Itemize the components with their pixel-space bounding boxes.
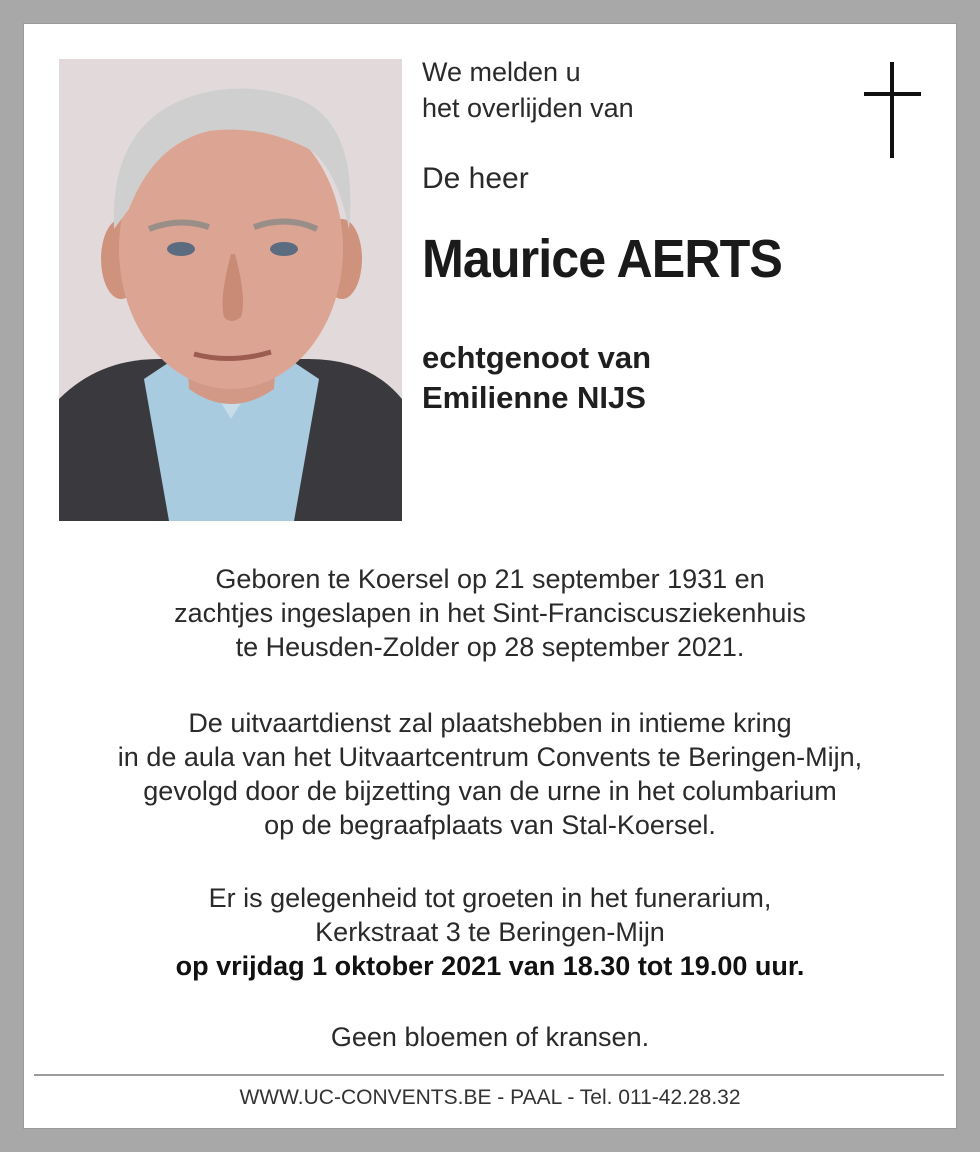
cross-icon: [864, 62, 924, 160]
paragraph-line: te Heusden-Zolder op 28 september 2021.: [235, 632, 745, 662]
deceased-name: Maurice AERTS: [422, 229, 783, 289]
birth-death-paragraph: [24, 562, 956, 664]
paragraph-line: Er is gelegenheid tot groeten in het funerarium,: [208, 883, 772, 913]
announcement-intro: [422, 54, 634, 126]
intro-line: We melden u: [422, 57, 581, 87]
spouse-info: [422, 338, 651, 418]
paragraph-line: Geboren te Koersel op 21 september 1931 en: [215, 564, 765, 594]
paragraph-line: Kerkstraat 3 te Beringen-Mijn: [315, 917, 665, 947]
paragraph-line: op de begraafplaats van Stal-Koersel.: [264, 810, 716, 840]
flowers-note: Geen bloemen of kransen.: [330, 1022, 650, 1052]
paragraph-line: gevolgd door de bijzetting van de urne in het columbarium: [143, 776, 837, 806]
spouse-relation: echtgenoot van: [422, 340, 652, 375]
honorific: De heer: [422, 162, 529, 195]
paragraph-line: De uitvaartdienst zal plaatshebben in intieme kring: [188, 708, 792, 738]
portrait-illustration: [59, 59, 402, 521]
spouse-name: Emilienne NIJS: [422, 380, 646, 415]
visitation-time: op vrijdag 1 oktober 2021 van 18.30 tot 19.00 uur.: [175, 951, 805, 981]
visitation-paragraph: [24, 881, 956, 983]
portrait-photo: [59, 59, 402, 521]
service-paragraph: [24, 706, 956, 842]
obituary-card: [24, 24, 956, 1128]
funeral-home-contact: WWW.UC-CONVENTS.BE - PAAL - Tel. 011-42.28.32: [239, 1086, 741, 1109]
paragraph-line: in de aula van het Uitvaartcentrum Convents te Beringen-Mijn,: [117, 742, 863, 772]
intro-line: het overlijden van: [422, 93, 634, 123]
paragraph-line: zachtjes ingeslapen in het Sint-Franciscusziekenhuis: [174, 598, 806, 628]
footer-divider: [34, 1074, 944, 1076]
